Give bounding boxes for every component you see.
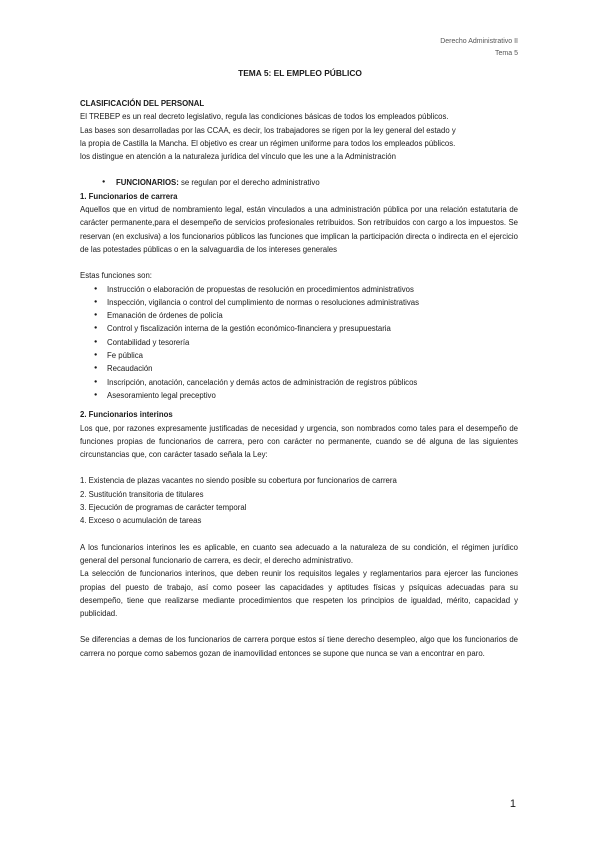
- paragraph-regimen: A los funcionarios interinos les es aplicable, en cuanto sea adecuado a la naturaleza de su condición, el régimen jurídico general del personal funcionario de carrera, es decir, el derecho administrativo.: [80, 542, 518, 565]
- paragraph-diferencias: Se diferencias a demas de los funcionarios de carrera porque estos sí tiene derecho desempleo, algo que los funcionarios de carrera no porque como sabemos gozan de inamovilidad entonces se supone que nunca se van a encontrar en paro.: [80, 635, 518, 658]
- page-number: 1: [509, 798, 516, 810]
- funcionarios-label: FUNCIONARIOS:: [116, 178, 179, 188]
- numbered-item: 4. Exceso o acumulación de tareas: [80, 516, 202, 526]
- paragraph-interinos: Los que, por razones expresamente justificadas de necesidad y urgencia, son nombrados como tales para el desempeño de funciones propias de funcionarios de carrera, pero con carácter no permanente, cuando se dé alguna de las siguientes circunstancias que, con carácter tasado señala la Ley:: [80, 423, 518, 460]
- list-item: ● Inscripción, anotación, cancelación y demás actos de administración de registros públicos: [80, 376, 518, 389]
- list-intro: Estas funciones son:: [80, 271, 152, 281]
- numbered-item: 2. Sustitución transitoria de titulares: [80, 489, 204, 499]
- list-item: ● Fe pública: [80, 349, 518, 362]
- paragraph-seleccion: La selección de funcionarios interinos, que deben reunir los requisitos legales y reglamentarios para ejercer las funciones propias del puesto de trabajo, así como poseer las capacidades y aptitudes físicas y psíquicas adecuadas para su desempeño, tiene que realizarse mediante procedimientos que respeten los principios de igualdad, mérito, capacidad y publicidad.: [80, 569, 518, 619]
- list-item: ● Emanación de órdenes de policía: [80, 309, 518, 322]
- paragraph-carrera: Aquellos que en virtud de nombramiento legal, están vinculados a una administración pública por una relación estatutaria de carácter permanente,para el desempeño de servicios profesionales retribuidos. Son retribuidos con cargo a los impuestos. Se reservan (en exclusiva) a los funcionarios públicos las funciones que implican la participación directa o indirecta en el ejercicio de las potestades públicas o en la salvaguardia de los intereses generales: [80, 205, 518, 254]
- list-item: ● Instrucción o elaboración de propuestas de resolución en procedimientos administrativos: [80, 283, 518, 296]
- header-subject: Derecho Administrativo II: [440, 38, 518, 45]
- list-item: ● Contabilidad y tesorería: [80, 336, 518, 349]
- text-line: la propia de Castilla la Mancha. El objetivo es crear un régimen uniforme para todos los empleados públicos.: [80, 138, 456, 148]
- page-title: TEMA 5: EL EMPLEO PÚBLICO: [238, 68, 362, 78]
- text-line: los distingue en atención a la naturaleza jurídica del vínculo que les une a la Administración: [80, 152, 396, 162]
- list-item: ● Control y fiscalización interna de la gestión económico-financiera y presupuestaria: [80, 322, 518, 335]
- numbered-item: 3. Ejecución de programas de carácter temporal: [80, 503, 247, 513]
- running-header: [440, 36, 518, 60]
- list-item: ● Inspección, vigilancia o control del cumplimiento de normas o resoluciones administrativas: [80, 296, 518, 309]
- list-item: ● Asesoramiento legal preceptivo: [80, 389, 518, 402]
- list-item: ● Recaudación: [80, 362, 518, 375]
- header-topic: Tema 5: [495, 50, 518, 57]
- text-line: El TREBEP es un real decreto legislativo, regula las condiciones básicas de todos los empleados públicos.: [80, 112, 449, 122]
- section-heading-interinos: 2. Funcionarios interinos: [80, 410, 173, 420]
- section-heading-clasificacion: CLASIFICACIÓN DEL PERSONAL: [80, 99, 205, 108]
- numbered-item: 1. Existencia de plazas vacantes no siendo posible su cobertura por funcionarios de carrera: [80, 476, 397, 486]
- funcionarios-text: se regulan por el derecho administrativo: [178, 178, 320, 188]
- funcionarios-bullet: [80, 176, 518, 189]
- document-body: [80, 97, 518, 660]
- text-line: Las bases son desarrolladas por las CCAA, es decir, los trabajadores se rigen por la ley general del estado y: [80, 125, 456, 135]
- section-heading-carrera: 1. Funcionarios de carrera: [80, 191, 178, 201]
